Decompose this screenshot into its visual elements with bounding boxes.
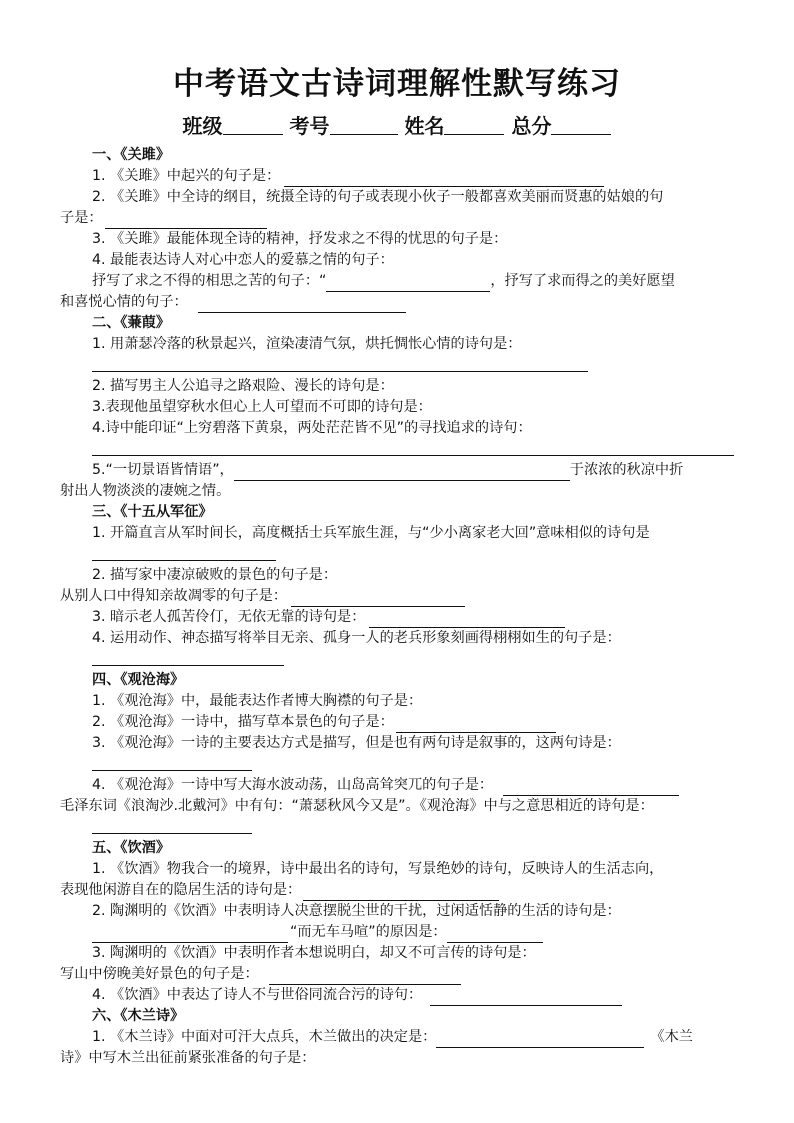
question-line: 射出人物淡淡的凄婉之情。 <box>60 483 231 499</box>
answer-blank[interactable] <box>291 590 465 607</box>
answer-blank[interactable] <box>92 355 588 372</box>
question-text: 2. 描写男主人公追寻之路艰险、漫长的诗句是： <box>92 378 394 394</box>
question-text: 诗》中写木兰出征前紧张准备的句子是： <box>60 1050 316 1066</box>
question-line: 2. 《关雎》中全诗的纲目，统摄全诗的句子或表现小伙子一般都喜欢美丽而贤惠的姑娘的句 <box>92 189 664 205</box>
page-title: 中考语文古诗词理解性默写练习 <box>173 66 621 102</box>
question-text: 1. 《观沧海》中，最能表达作者博大胸襟的句子是： <box>92 693 423 709</box>
answer-blank[interactable] <box>430 989 622 1006</box>
class-label: 班级 <box>182 114 223 138</box>
question-line <box>92 249 736 271</box>
answer-blank[interactable] <box>436 1031 644 1048</box>
question-line: 1. 《饮酒》物我合一的境界，诗中最出名的诗句，写景绝妙的诗句，反映诗人的生活志向， <box>92 861 664 877</box>
question-text: 4. 《饮酒》中表达了诗人不与世俗同流合污的诗句： <box>92 987 423 1003</box>
question-line <box>92 942 736 964</box>
question-line <box>60 1047 736 1069</box>
section-heading-yinjiu: 五、《饮酒》 <box>92 840 171 856</box>
name-label: 姓名 <box>404 114 445 138</box>
question-line <box>92 228 736 250</box>
question-line <box>60 207 736 229</box>
question-line: 4. 运用动作、神态描写将举目无亲、孤身一人的老兵形象刻画得栩栩如生的句子是： <box>92 630 621 646</box>
question-line: 2. 陶渊明的《饮酒》中表明诗人决意摆脱尘世的干扰，过闲适恬静的生活的诗句是： <box>92 903 621 919</box>
question-line: 1. 用萧瑟冷落的秋景起兴，渲染凄清气氛，烘托惆怅心情的诗句是： <box>92 336 522 352</box>
answer-blank[interactable] <box>105 212 267 229</box>
question-line <box>92 564 736 586</box>
question-text: 4. 《观沧海》一诗中写大海水波动荡，山岛高耸突兀的句子是： <box>92 777 494 793</box>
answer-line <box>92 354 736 376</box>
question-line <box>60 963 736 985</box>
question-line <box>92 984 736 1006</box>
answer-line <box>92 816 768 838</box>
question-line <box>92 774 736 796</box>
question-text: 1. 《关雎》中起兴的句子是： <box>92 168 281 184</box>
answer-blank[interactable] <box>503 779 679 796</box>
question-line <box>92 165 736 187</box>
question-line <box>92 606 736 628</box>
section-heading-mulanshi: 六、《木兰诗》 <box>92 1008 185 1024</box>
question-line <box>92 1026 736 1048</box>
question-text: 从别人口中得知亲故凋零的句子是： <box>60 588 288 604</box>
question-text: 和喜悦心情的句子： <box>60 294 188 310</box>
answer-blank[interactable] <box>303 884 499 901</box>
number-label: 考号 <box>289 114 330 138</box>
student-info-row <box>0 110 794 139</box>
answer-line <box>92 543 768 565</box>
question-text: 于浓浓的秋凉中折 <box>569 462 684 478</box>
question-line <box>60 585 736 607</box>
name-blank[interactable] <box>444 114 504 135</box>
answer-blank[interactable] <box>269 968 461 985</box>
section-heading-guancanghai: 四、《观沧海》 <box>92 672 185 688</box>
answer-blank[interactable] <box>92 926 288 943</box>
question-text: 抒写了求之不得的相思之苦的句子：“ <box>92 273 327 289</box>
score-blank[interactable] <box>551 114 611 135</box>
section-heading-jianjia: 二、《蒹葭》 <box>92 315 171 331</box>
class-blank[interactable] <box>223 114 283 135</box>
question-line: 1. 开篇直言从军时间长，高度概括士兵军旅生涯，与“少小离家老大回”意味相似的诗句是 <box>92 525 650 541</box>
question-line <box>92 921 736 943</box>
score-label: 总分 <box>511 114 552 138</box>
question-line <box>92 270 736 292</box>
question-line <box>92 690 736 712</box>
answer-blank[interactable] <box>92 754 252 771</box>
answer-blank[interactable] <box>396 716 556 733</box>
question-text: 4. 最能表达诗人对心中恋人的爱慕之情的句子： <box>92 252 394 268</box>
question-line <box>92 396 736 418</box>
answer-blank[interactable] <box>198 296 406 313</box>
question-text: 1. 《木兰诗》中面对可汗大点兵，木兰做出的决定是： <box>92 1029 437 1045</box>
question-text: 《木兰 <box>650 1029 693 1045</box>
question-text: 2. 《观沧海》一诗中，描写草本景色的句子是： <box>92 714 394 730</box>
question-text: 3. 陶渊明的《饮酒》中表明作者本想说明白，却又不可言传的诗句是： <box>92 945 536 961</box>
question-line <box>92 711 736 733</box>
question-line: 4.诗中能印证“上穷碧落下黄泉，两处茫茫皆不见”的寻找追求的诗句： <box>92 420 532 436</box>
answer-line <box>92 648 768 670</box>
answer-blank[interactable] <box>92 817 252 834</box>
answer-blank[interactable] <box>92 544 276 561</box>
question-text: 5.“一切景语皆情语”， <box>92 462 234 478</box>
answer-blank[interactable] <box>447 926 543 943</box>
question-line <box>92 375 736 397</box>
number-blank[interactable] <box>330 114 398 135</box>
question-line: 毛泽东词《浪淘沙.北戴河》中有句：“萧瑟秋风今又是”。《观沧海》中与之意思相近的诗句是： <box>60 798 654 814</box>
answer-line <box>92 438 736 460</box>
question-text: “而无车马喧”的原因是： <box>290 924 447 940</box>
section-heading-guanju: 一、《关雎》 <box>92 147 171 163</box>
answer-blank[interactable] <box>92 649 284 666</box>
question-text: 2. 描写家中凄凉破败的景色的句子是： <box>92 567 338 583</box>
question-text: 3. 暗示老人孤苦伶仃，无依无靠的诗句是： <box>92 609 366 625</box>
question-text: 子是： <box>60 210 103 226</box>
question-text: ，抒写了求而得之的美好愿望 <box>490 273 675 289</box>
answer-blank[interactable] <box>369 611 565 628</box>
question-text: 3. 《关雎》最能体现全诗的精神，抒发求之不得的忧思的句子是： <box>92 231 508 247</box>
answer-blank[interactable] <box>92 439 734 456</box>
question-text: 表现他闲游自在的隐居生活的诗句是： <box>60 882 302 898</box>
question-line <box>92 459 736 481</box>
answer-blank[interactable] <box>234 464 570 481</box>
question-line: 3. 《观沧海》一诗的主要表达方式是描写，但是也有两句诗是叙事的，这两句诗是： <box>92 735 621 751</box>
question-line <box>60 291 736 313</box>
section-heading-shiwucongjunzheng: 三、《十五从军征》 <box>92 504 213 520</box>
answer-blank[interactable] <box>326 275 490 292</box>
question-line <box>60 879 736 901</box>
question-text: 3.表现他虽望穿秋水但心上人可望而不可即的诗句是： <box>92 399 432 415</box>
answer-blank[interactable] <box>284 170 604 187</box>
answer-line <box>92 753 768 775</box>
question-text: 写山中傍晚美好景色的句子是： <box>60 966 259 982</box>
